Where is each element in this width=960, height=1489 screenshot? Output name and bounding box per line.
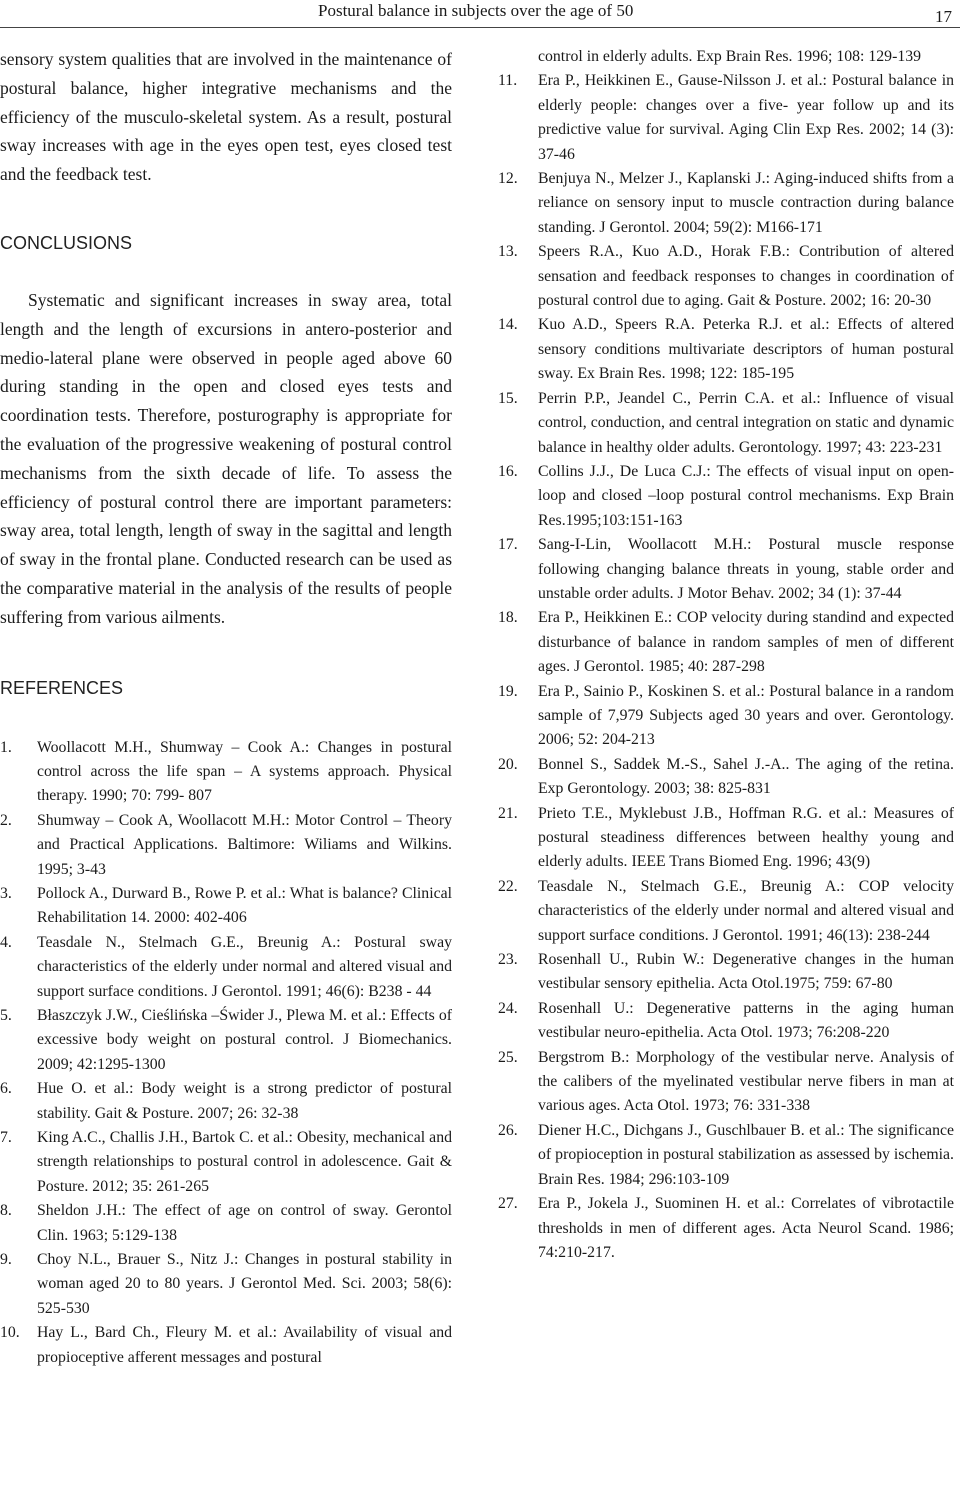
- reference-item: [498, 802, 954, 875]
- reference-item: [0, 809, 452, 882]
- reference-number: 9.: [0, 1251, 12, 1269]
- reference-number: 26.: [498, 1121, 518, 1139]
- page-number: 17: [935, 7, 952, 26]
- reference-item: [498, 460, 954, 533]
- reference-text: Choy N.L., Brauer S., Nitz J.: Changes in postural stability in woman aged 20 to 80 years. J Gerontol Med. Sci. 2003; 58(6): 525-530: [37, 1251, 452, 1317]
- reference-text: Bergstrom B.: Morphology of the vestibular nerve. Analysis of the calibers of the myelinated vestibular nerve fibers in man at various ages. Acta Otol. 1973; 76: 331-338: [538, 1048, 954, 1115]
- reference-item: [498, 387, 954, 460]
- reference-number: 14.: [498, 316, 518, 334]
- reference-number: 7.: [0, 1129, 12, 1147]
- reference-number: 16.: [498, 462, 518, 480]
- reference-number: 8.: [0, 1202, 12, 1220]
- conclusions-paragraph: Systematic and significant increases in sway area, total length and the length of excursions in antero-posterior and medio-lateral plane were observed in people aged above 60 during standing in the open and closed eyes tests and coordination tests. Therefore, posturography is appropriate for the evaluation of the progressive weakening of postural control mechanisms from the sixth decade of life. To assess the efficiency of postural control there are important parameters: sway area, total length, length of sway in the sagittal and length of sway in the frontal plane. Conducted research can be used as the comparative material in the analysis of the results of people suffering from various ailments.: [0, 289, 452, 627]
- reference-number: 21.: [498, 804, 518, 822]
- reference-number: 12.: [498, 170, 518, 188]
- reference-number: 18.: [498, 609, 518, 627]
- reference-item: [0, 1321, 452, 1370]
- reference-number: 1.: [0, 738, 12, 756]
- reference-number: 2.: [0, 811, 12, 829]
- reference-item: [0, 931, 452, 1004]
- references-heading: REFERENCES: [0, 677, 124, 698]
- reference-number: 10.: [0, 1324, 20, 1342]
- reference-number: 13.: [498, 243, 518, 261]
- reference-item: [498, 313, 954, 386]
- reference-item: [498, 753, 954, 802]
- reference-continuation-text: control in elderly adults. Exp Brain Res. 1996; 108: 129-139: [538, 48, 922, 65]
- reference-text: Hue O. et al.: Body weight is a strong predictor of postural stability. Gait & Posture. 2007; 26: 32-38: [37, 1080, 452, 1122]
- reference-text: Shumway – Cook A, Woollacott M.H.: Motor Control – Theory and Practical Applications. Baltimore: Wiliams and Wilkins. 1995; 3-43: [37, 811, 452, 878]
- reference-text: Błaszczyk J.W., Cieślińska –Świder J., Plewa M. et al.: Effects of excessive body weight on postural control. J Biomechanics. 2009; 42:1295-1300: [37, 1007, 452, 1073]
- reference-text: Era P., Jokela J., Suominen H. et al.: Correlates of vibrotactile thresholds in men of different ages. Acta Neurol Scand. 1986; 74:210-217.: [538, 1195, 954, 1261]
- reference-text: Era P., Heikkinen E., Gause-Nilsson J. et al.: Postural balance in elderly people: changes over a five- year follow up and its predictive value for survival. Aging Clin Exp Res. 2002; 14 (3): 37-46: [538, 72, 954, 163]
- reference-text: Woollacott M.H., Shumway – Cook A.: Changes in postural control across the life span – A systems approach. Physical therapy. 1990; 70: 799- 807: [37, 738, 452, 805]
- reference-text: Benjuya N., Melzer J., Kaplanski J.: Aging-induced shifts from a reliance on sensory input to muscle contraction during balance standing. J Gerontol. 2004; 59(2): M166-171: [538, 170, 954, 236]
- reference-item: [498, 1192, 954, 1265]
- reference-item: [498, 680, 954, 753]
- reference-item: [498, 606, 954, 679]
- reference-number: 22.: [498, 877, 518, 895]
- reference-item: [498, 948, 954, 997]
- reference-item: [498, 1119, 954, 1192]
- reference-item: [0, 736, 452, 809]
- reference-item: [0, 1004, 452, 1077]
- reference-text: Sang-I-Lin, Woollacott M.H.: Postural muscle response following changing balance threats in young, stable order and unstable order adults. J Motor Behav. 2002; 34 (1): 37-44: [538, 536, 954, 602]
- reference-text: Collins J.J., De Luca C.J.: The effects of visual input on open-loop and closed –loop postural control mechanisms. Exp Brain Res.1995;103:151-163: [538, 462, 954, 529]
- reference-item: [0, 1126, 452, 1199]
- reference-text: Perrin P.P., Jeandel C., Perrin C.A. et al.: Influence of visual control, conduction, and central integration on static and dynamic balance in healthy older adults. Gerontology. 1997; 43: 223-231: [538, 389, 954, 456]
- reference-number: 25.: [498, 1048, 518, 1066]
- reference-item: [0, 882, 452, 931]
- reference-text: Hay L., Bard Ch., Fleury M. et al.: Availability of visual and propioceptive afferent messages and postural: [37, 1324, 452, 1366]
- running-header: [0, 0, 960, 30]
- reference-number: 24.: [498, 999, 518, 1017]
- reference-list-left: [0, 736, 452, 1371]
- reference-number: 15.: [498, 389, 518, 407]
- reference-number: 6.: [0, 1080, 12, 1098]
- reference-number: 23.: [498, 951, 518, 969]
- reference-number: 20.: [498, 755, 518, 773]
- reference-item: [0, 1077, 452, 1126]
- reference-text: Prieto T.E., Myklebust J.B., Hoffman R.G. et al.: Measures of postural steadiness differences between healthy young and elderly adults. IEEE Trans Biomed Eng. 1996; 43(9): [538, 804, 954, 871]
- header-rule: [0, 27, 960, 28]
- right-column: [498, 45, 954, 1265]
- reference-item: [498, 240, 954, 313]
- reference-number: 4.: [0, 933, 12, 951]
- reference-text: King A.C., Challis J.H., Bartok C. et al.: Obesity, mechanical and strength relationships to postural control in adolescence. Gait & Posture. 2012; 35: 261-265: [37, 1129, 452, 1195]
- reference-text: Rosenhall U., Rubin W.: Degenerative changes in the human vestibular sensory epithelia. Acta Otol.1975; 759: 67-80: [538, 951, 954, 993]
- intro-paragraph: sensory system qualities that are involved in the maintenance of postural balance, higher integrative mechanisms and the efficiency of the musculo-skeletal system. As a result, postural sway increases with age in the eyes open test, eyes closed test and the feedback test.: [0, 49, 452, 185]
- conclusions-heading: CONCLUSIONS: [0, 232, 133, 253]
- reference-item: [498, 1046, 954, 1119]
- reference-item: [498, 997, 954, 1046]
- reference-text: Era P., Sainio P., Koskinen S. et al.: Postural balance in a random sample of 7,979 Subjects aged 30 years and over. Gerontology. 2006; 52: 204-213: [538, 682, 954, 749]
- reference-text: Era P., Heikkinen E.: COP velocity during standind and expected disturbance of balance in random samples of men of different ages. J Gerontol. 1985; 40: 287-298: [538, 609, 954, 676]
- reference-text: Diener H.C., Dichgans J., Guschlbauer B. et al.: The significance of propioception in postural stabilization as assessed by ischemia. Brain Res. 1984; 296:103-109: [538, 1121, 954, 1188]
- reference-text: Bonnel S., Saddek M.-S., Sahel J.-A.. The aging of the retina. Exp Gerontology. 2003; 38: 825-831: [538, 755, 954, 798]
- left-column: [0, 45, 452, 1370]
- reference-text: Sheldon J.H.: The effect of age on control of sway. Gerontol Clin. 1963; 5:129-138: [37, 1202, 452, 1244]
- reference-number: 27.: [498, 1195, 518, 1213]
- reference-text: Teasdale N., Stelmach G.E., Breunig A.: COP velocity characteristics of the elderly under normal and altered visual and support surface conditions. J Gerontol. 1991; 46(13): 238-244: [538, 877, 954, 944]
- reference-item: [0, 1199, 452, 1248]
- reference-continuation: [498, 45, 954, 69]
- reference-number: 5.: [0, 1007, 12, 1025]
- reference-item: [498, 69, 954, 167]
- reference-item: [498, 533, 954, 606]
- reference-number: 3.: [0, 884, 12, 902]
- reference-list-right: [498, 45, 954, 1265]
- reference-text: Teasdale N., Stelmach G.E., Breunig A.: Postural sway characteristics of the elderly under normal and altered visual and support surface conditions. J Gerontol. 1991; 46(6): B238 - 44: [37, 933, 452, 1000]
- reference-item: [498, 167, 954, 240]
- reference-text: Pollock A., Durward B., Rowe P. et al.: What is balance? Clinical Rehabilitation 14. 2000: 402-406: [37, 884, 452, 927]
- reference-number: 17.: [498, 536, 518, 554]
- reference-text: Kuo A.D., Speers R.A. Peterka R.J. et al.: Effects of altered sensory conditions multivariate descriptors of human postural sway. Ex Brain Res. 1998; 122: 185-195: [538, 316, 954, 383]
- reference-number: 19.: [498, 682, 518, 700]
- reference-text: Speers R.A., Kuo A.D., Horak F.B.: Contribution of altered sensation and feedback responses to changes in coordination of postural control due to aging. Gait & Posture. 2002; 16: 20-30: [538, 243, 954, 310]
- reference-item: [498, 875, 954, 948]
- reference-text: Rosenhall U.: Degenerative patterns in the aging human vestibular neuro-epithelia. Acta Otol. 1973; 76:208-220: [538, 999, 954, 1042]
- reference-item: [0, 1248, 452, 1321]
- running-title: Postural balance in subjects over the age of 50: [318, 1, 634, 20]
- reference-number: 11.: [498, 72, 518, 90]
